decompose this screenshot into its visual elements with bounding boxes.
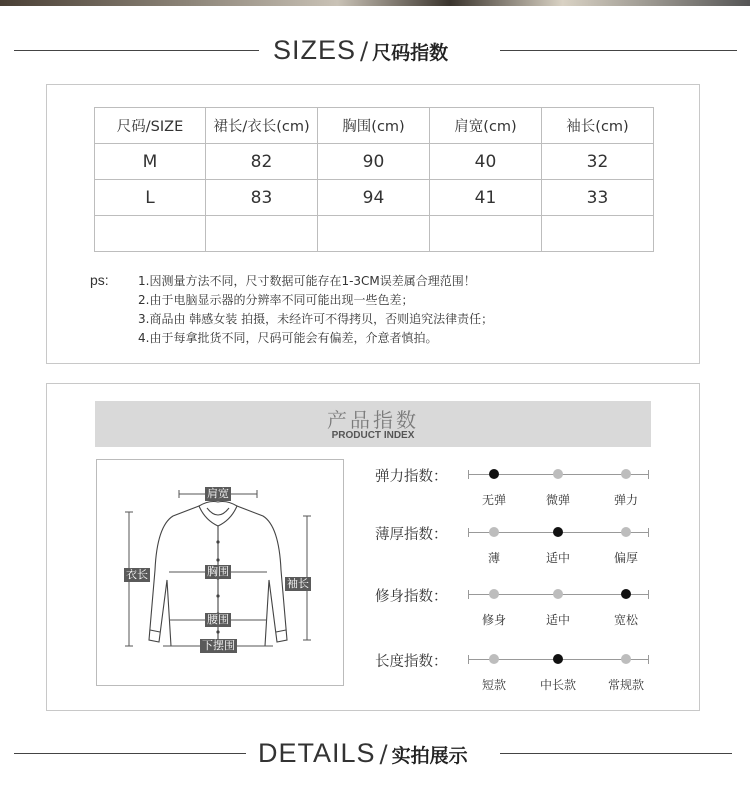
sleeve-tag: 袖长 [287, 577, 309, 590]
table-cell: 94 [318, 180, 430, 216]
product-index-title-en: PRODUCT INDEX [331, 430, 415, 441]
length-index [375, 650, 675, 690]
title-slash: / [360, 37, 369, 65]
garment-diagram [96, 459, 344, 686]
details-title-cn: 实拍展示 [391, 745, 468, 767]
table-cell [206, 216, 318, 252]
index-option: 中长款 [539, 678, 577, 692]
header-cell: 袖长(cm) [542, 108, 654, 144]
index-option: 宽松 [613, 613, 639, 627]
index-dot [553, 469, 563, 479]
track-cap [468, 655, 469, 664]
table-cell: 41 [430, 180, 542, 216]
index-track [468, 659, 648, 692]
index-dot [553, 654, 563, 664]
sizes-section-header [0, 35, 750, 65]
index-label: 修身指数： [375, 589, 448, 605]
table-cell: M [95, 144, 206, 180]
table-row [95, 216, 654, 252]
header-cell: 尺码/SIZE [95, 108, 206, 144]
header-cell: 肩宽(cm) [430, 108, 542, 144]
sizes-title-en: SIZES [273, 35, 357, 65]
index-dot [621, 589, 631, 599]
size-table [94, 107, 654, 252]
index-label: 弹力指数： [375, 469, 448, 485]
index-option: 薄 [487, 551, 501, 565]
table-cell: 40 [430, 144, 542, 180]
note-item: 2.由于电脑显示器的分辨率不同可能出现一些色差； [138, 293, 414, 307]
index-option: 短款 [481, 678, 507, 692]
index-option: 弹力 [613, 493, 639, 507]
table-cell: 82 [206, 144, 318, 180]
index-dot [621, 654, 631, 664]
track-cap [648, 655, 649, 664]
details-title-en: DETAILS [258, 738, 376, 768]
table-cell: L [95, 180, 206, 216]
table-cell [95, 216, 206, 252]
thickness-index [375, 523, 675, 563]
note-item: 1.因测量方法不同，尺寸数据可能存在1-3CM误差属合理范围！ [138, 274, 476, 288]
note-item: 4.由于每拿批货不同，尺码可能会有偏差，介意者慎拍。 [138, 331, 438, 345]
table-cell: 90 [318, 144, 430, 180]
header-rule-right [500, 753, 732, 754]
table-cell: 83 [206, 180, 318, 216]
track-cap [468, 470, 469, 479]
index-dot [621, 527, 631, 537]
index-option: 无弹 [481, 493, 507, 507]
track-cap [648, 528, 649, 537]
waist-tag: 腰围 [207, 613, 229, 626]
index-track [468, 532, 648, 565]
table-cell: 33 [542, 180, 654, 216]
index-option: 适中 [545, 613, 571, 627]
length-tag: 衣长 [126, 568, 148, 581]
sizes-title [273, 35, 448, 65]
track-cap [468, 528, 469, 537]
header-cell: 裙长/衣长(cm) [206, 108, 318, 144]
header-cell: 胸围(cm) [318, 108, 430, 144]
shoulder-width-tag: 肩宽 [207, 487, 229, 500]
index-option: 微弹 [545, 493, 571, 507]
table-cell [318, 216, 430, 252]
index-option: 常规款 [607, 678, 645, 692]
track-cap [468, 590, 469, 599]
index-dot [489, 527, 499, 537]
table-cell [430, 216, 542, 252]
hem-tag: 下摆围 [202, 639, 235, 652]
header-rule-left [14, 50, 259, 51]
index-label: 长度指数： [375, 654, 448, 670]
index-option: 偏厚 [613, 551, 639, 565]
note-item: 3.商品由 韩感女装 拍摄，未经许可不得拷贝，否则追究法律责任； [138, 312, 494, 326]
table-cell [542, 216, 654, 252]
elasticity-index [375, 465, 675, 505]
sizes-title-cn: 尺码指数 [372, 42, 449, 64]
table-row [95, 144, 654, 180]
index-track [468, 474, 648, 507]
product-index-title-cn: 产品指数 [327, 408, 419, 432]
table-cell: 32 [542, 144, 654, 180]
index-dot [553, 527, 563, 537]
index-dot [553, 589, 563, 599]
fit-index [375, 585, 675, 625]
header-rule-right [500, 50, 737, 51]
product-index-banner [95, 401, 651, 447]
top-photo-strip [0, 0, 750, 6]
details-title [258, 738, 468, 768]
index-option: 修身 [481, 613, 507, 627]
track-cap [648, 470, 649, 479]
table-header-row [95, 108, 654, 144]
title-slash: / [379, 740, 388, 768]
index-dot [489, 654, 499, 664]
index-dot [621, 469, 631, 479]
table-row [95, 180, 654, 216]
index-label: 薄厚指数： [375, 527, 448, 543]
notes-ps-label: ps: [90, 272, 109, 288]
index-dot [489, 589, 499, 599]
index-dot [489, 469, 499, 479]
index-option: 适中 [545, 551, 571, 565]
track-cap [648, 590, 649, 599]
header-rule-left [14, 753, 246, 754]
chest-tag: 胸围 [207, 565, 229, 578]
index-track [468, 594, 648, 627]
details-section-header [0, 738, 750, 768]
